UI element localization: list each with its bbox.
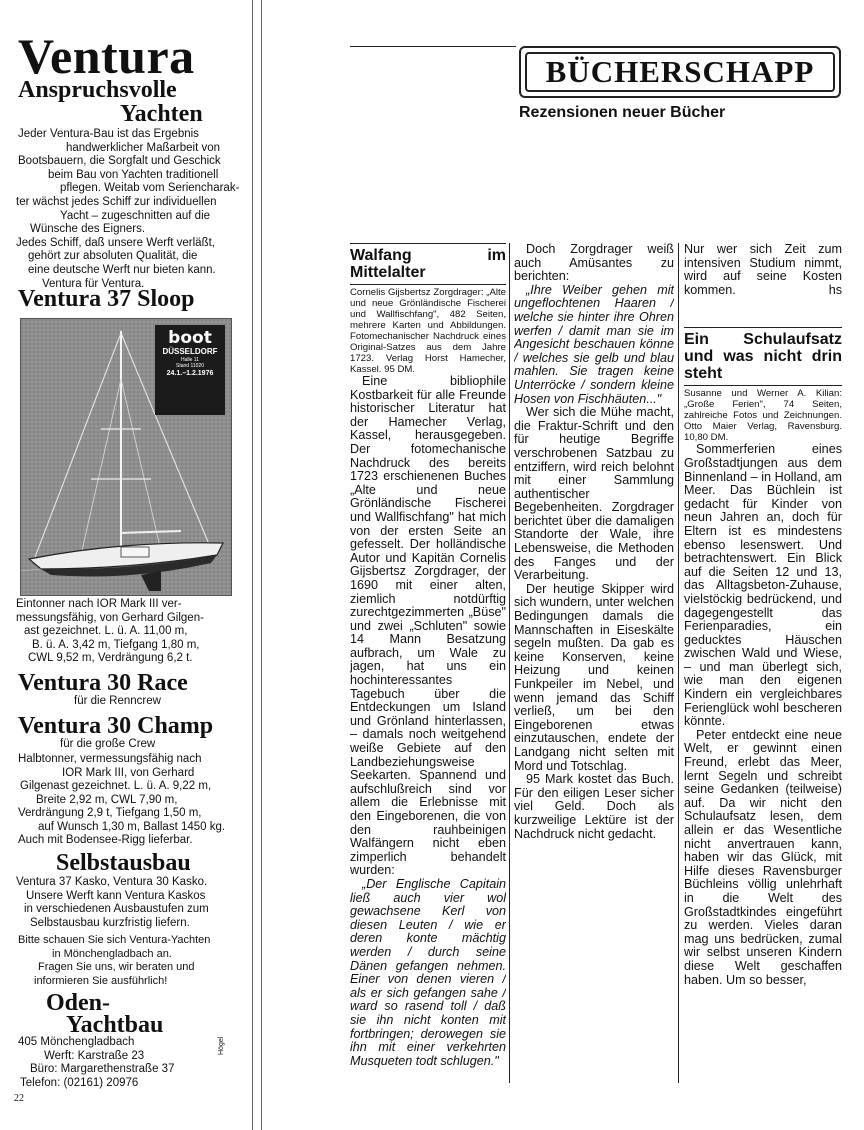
- intro-line: gehört zur absoluten Qualität, die: [28, 250, 198, 263]
- visit-line: informieren Sie ausführlich!: [34, 974, 168, 987]
- intro-line: Jeder Ventura-Bau ist das Ergebnis: [18, 128, 199, 140]
- self-line: Unsere Werft kann Ventura Kaskos: [26, 889, 206, 902]
- spec-line: B. ü. A. 3,42 m, Tiefgang 1,80 m,: [32, 638, 200, 651]
- spec-line: ast gezeichnet. L. ü. A. 11,00 m,: [24, 625, 188, 637]
- column3: [684, 243, 842, 1085]
- spec-line: IOR Mark III, von Gerhard: [62, 766, 195, 779]
- champ-title: Ventura 30 Champ: [18, 713, 214, 739]
- review1-column1: [350, 243, 506, 1093]
- intro-line: Wünsche des Eigners.: [30, 223, 146, 236]
- review1-paragraph: Eine bibliophile Kostbarkeit für alle Freunde historischer Literatur hat der Hamecher Verlag, Kassel, herausgegeben. Der fotomechanische Nachdruck des bereits 1723 erschienenen Buches „Alte und neue Grönländische Fischerei und Wallfischfang" hat mich von der ersten Seite an gefesselt. Der holländische Autor und Kapitän Cornelis Gijsbertsz Zorgdrager, der 1690 mit einer alten, ziemlich notdürftig zurechtgezimmerten „Büse" und zwei „Schluten" sowie 14 Mann Besatzung aufbrach, um Wale zu jagen, hat uns ein hochinteressantes Tagebuch über die Entdeckungen um Island und Grönland hinterlassen, – damals noch weitgehend weiße Gebiete auf den Landbeziehungsweise Seekarten. Spannend und aufschlußreich sind vor allem die Erlebnisse mit den Eingeborenen, die von den rauhbeinigen Walfängern nicht eben zimperlich behandelt wurden:: [350, 374, 506, 878]
- champ-subtitle: für die große Crew: [60, 738, 156, 750]
- spec-line: Halbtonner, vermessungsfähig nach: [18, 753, 202, 765]
- spec-line: Auch mit Bodensee-Rigg lieferbar.: [18, 834, 193, 846]
- sailboat-photo: [20, 318, 232, 596]
- visit-line: in Mönchengladbach an.: [52, 947, 172, 960]
- self-line: in verschiedenen Ausbaustufen zum: [24, 903, 209, 915]
- self-build-text: [16, 876, 248, 930]
- review1-quote: [350, 878, 506, 1068]
- boot-logo: boot: [168, 328, 212, 348]
- address-line: Büro: Margarethenstraße 37: [30, 1063, 175, 1075]
- review1-quote: [514, 284, 674, 406]
- review2-paragraph: Peter entdeckt eine neue Welt, er gewinnt einen Freund, erlebt das Meer, lernt Segeln und schreibt seine Gedanken (teilweise) auf. Da wir nicht den Schulaufsatz lesen, dem allein er das Wesentliche nicht anvertrauen kann, haben wir das Glück, mit Hilfe dieses Ravensburger Büchleins völlig unlehrhaft in die Welt des Großstadtkindes eingeführt zu werden. Vieles daran mag uns bedrücken, zumal wir selbst unseren Kindern diese Welt geschaffen haben. Um so besser,: [684, 727, 842, 987]
- spec-line: Gilgenast gezeichnet. L. ü. A. 9,22 m,: [20, 780, 212, 792]
- address-line: Werft: Karstraße 23: [44, 1049, 145, 1062]
- ad-subtitle-line2: Yachten: [120, 101, 203, 127]
- intro-line: Yacht – zugeschnitten auf die: [60, 209, 211, 222]
- ventura-advertisement: [0, 0, 252, 1130]
- boot-hall: Halle 11: [181, 357, 199, 363]
- column-rule: [684, 327, 842, 328]
- review1-title: Walfang im Mittelalter: [350, 247, 506, 281]
- race-title: Ventura 30 Race: [18, 670, 188, 696]
- quote-text: „Ihre Weiber gehen mit ungeflochtenen Haaren / welche sie hinter ihre Ohren werfen / damit man sie im Angesicht beschauen könne / welches sie gelb und blau mahlen. Sie tragen keine Unterröcke / sondern kleine Hosen von Fischhäuten...": [514, 282, 674, 406]
- visit-line: Bitte schauen Sie sich Ventura-Yachten: [18, 934, 211, 946]
- spec-line: messungsfähig, von Gerhard Gilgen-: [16, 611, 204, 624]
- self-line: Ventura 37 Kasko, Ventura 30 Kasko.: [16, 876, 208, 888]
- column-rule: [350, 243, 506, 244]
- column-rule: [350, 284, 506, 285]
- boot-city: DÜSSELDORF: [162, 347, 218, 356]
- review1-author-initials: hs: [828, 282, 842, 297]
- review1-book-credit: Cornelis Gijsbertsz Zorgdrager: „Alte und neue Grönländische Fischerei und Wallfischfang", 482 Seiten, mehrere Karten und Abbildungen. Fotomechanischer Nachdruck eines Original-Satzes aus dem Jahre 1723. Verlag Horst Hamecher, Kassel. 95 DM.: [350, 287, 506, 375]
- review2-paragraph: Sommerferien eines Großstadtjungen aus dem Binnenland – in Holland, am Meer. Das Büchlein ist gedacht für Kinder von neun Jahren an, doch für Eltern ist es mindestens ebenso lesenswert. Und betrachtenswert. Ein Blick auf die Seiten 12 und 13, das Alltagsbeton-Zuhause, vielstöckig bedrückend, und dagegengestellt das Ferienparadies, ein geducktes Häuschen zwischen Wald und Wiese, – und man überlegt sich, wie man den eigenen Kindern ein vergleichbares Ferienglück wohl bescheren könnte.: [684, 442, 842, 729]
- boot-fair-badge: [155, 325, 225, 415]
- ad-subtitle-line1: Anspruchsvolle: [18, 77, 177, 103]
- review2-title: Ein Schulaufsatz und was nicht drin steht: [684, 331, 842, 383]
- review1-paragraph: Wer sich die Mühe macht, die Fraktur-Schrift und den für heutige Begriffe verschrobenen Satzbau zu entziffern, wird reich belohnt mit einer Sammlung authentischer Begebenheiten. Zorgdrager berichtet über die damaligen Standorte der Wale, ihre Lebensweise, die Methoden des Fanges und der Verarbeitung.: [514, 405, 674, 583]
- ad-intro: [16, 128, 242, 291]
- intro-line: pflegen. Weitab vom Seriencharak-: [60, 182, 240, 195]
- review1-paragraph: 95 Mark kostet das Buch. Für den eiligen Leser sicher viel Geld. Doch als kurzweilige Lektüre ist der Nachdruck nicht gedacht.: [514, 772, 674, 841]
- intro-line: ter wächst jedes Schiff zur individuellen: [16, 195, 217, 208]
- section-badge: [519, 46, 841, 98]
- ad-title: Ventura: [18, 28, 195, 84]
- address-line: Telefon: (02161) 20976: [20, 1076, 139, 1089]
- closing-text: Nur wer sich Zeit zum intensiven Studium nimmt, wird auf seine Kosten kommen.: [684, 243, 842, 297]
- review1-paragraph: Der heutige Skipper wird sich wundern, unter welchen Bedingungen damals die Mannschaften in Eiseskälte segeln mußten. Da gab es keine Konserven, keine Heizung und keinen Funkpeiler im Nebel, und wenn jemand das Schiff verließ, um bei den Eingeborenen etwas einzutauschen, endete der Landgang nicht selten mit Mord und Totschlag.: [514, 581, 674, 773]
- champ-specs: [18, 753, 248, 848]
- visit-line: Fragen Sie uns, wir beraten und: [38, 961, 195, 973]
- company-address: [18, 1036, 238, 1090]
- race-subtitle: für die Renncrew: [74, 695, 161, 707]
- quote-text: „Der Englische Capitain ließ auch vier wol gewachsene Kerl von diesen Leuten / wie er deren konte mächtig werden / durch seine Dänen gefangen nehmen. Einer von denen vieren / als er sich gefangen sahe / ward so rasend toll / daß sie ihn nicht konten mit fortbringen; derowegen sie ihn mit einer verkehrten Musqueten todt schlugen.": [350, 876, 506, 1068]
- intro-line: handwerklicher Maßarbeit von: [66, 141, 221, 154]
- section-subtitle: Rezensionen neuer Bücher: [519, 104, 726, 121]
- boot-stand: Stand 11020: [176, 363, 204, 369]
- self-build-title: Selbstausbau: [56, 850, 191, 876]
- column-separator: [678, 243, 679, 1083]
- intro-line: eine deutsche Werft nur bieten kann.: [28, 263, 216, 276]
- review1-paragraph: Doch Zorgdrager weiß auch Amüsantes zu berichten:: [514, 243, 674, 284]
- spec-line: auf Wunsch 1,30 m, Ballast 1450 kg.: [38, 820, 226, 833]
- column-separator: [509, 243, 510, 1083]
- ad-agency-credit: Högel: [218, 1036, 225, 1055]
- company-name-line2: Yachtbau: [66, 1012, 164, 1038]
- sloop-specs: [16, 598, 246, 666]
- intro-line: Ventura für Ventura.: [42, 277, 145, 290]
- review1-column2: [514, 243, 674, 1085]
- spec-line: Eintonner nach IOR Mark III ver-: [16, 598, 182, 610]
- spec-line: Verdrängung 2,9 t, Tiefgang 1,50 m,: [18, 807, 202, 819]
- section-title: BÜCHERSCHAPP: [525, 52, 835, 92]
- column-rule: [684, 385, 842, 386]
- header-rule-left: [350, 46, 516, 47]
- sloop-title: Ventura 37 Sloop: [18, 286, 195, 312]
- company-name-line1: Oden-: [46, 990, 111, 1016]
- intro-line: Jedes Schiff, daß unsere Werft verläßt,: [16, 236, 215, 249]
- spec-line: CWL 9,52 m, Verdrängung 6,2 t.: [28, 652, 193, 664]
- address-line: 405 Mönchengladbach: [18, 1036, 135, 1048]
- review1-paragraph: [684, 243, 842, 297]
- boot-dates: 24.1.–1.2.1976: [166, 370, 214, 377]
- visit-text: [18, 934, 250, 988]
- page-gutter: [252, 0, 262, 1130]
- spec-line: Breite 2,92 m, CWL 7,90 m,: [36, 793, 178, 806]
- intro-line: Bootsbauern, die Sorgfalt und Geschick: [18, 155, 221, 168]
- self-line: Selbstausbau kurzfristig liefern.: [30, 916, 190, 929]
- page-number: 22: [14, 1093, 24, 1104]
- review2-book-credit: Susanne und Werner A. Kilian: „Große Ferien", 74 Seiten, zahlreiche Fotos und Zeichnungen. Otto Maier Verlag, Ravensburg. 10,80 DM.: [684, 388, 842, 444]
- intro-line: beim Bau von Yachten traditionell: [48, 168, 219, 181]
